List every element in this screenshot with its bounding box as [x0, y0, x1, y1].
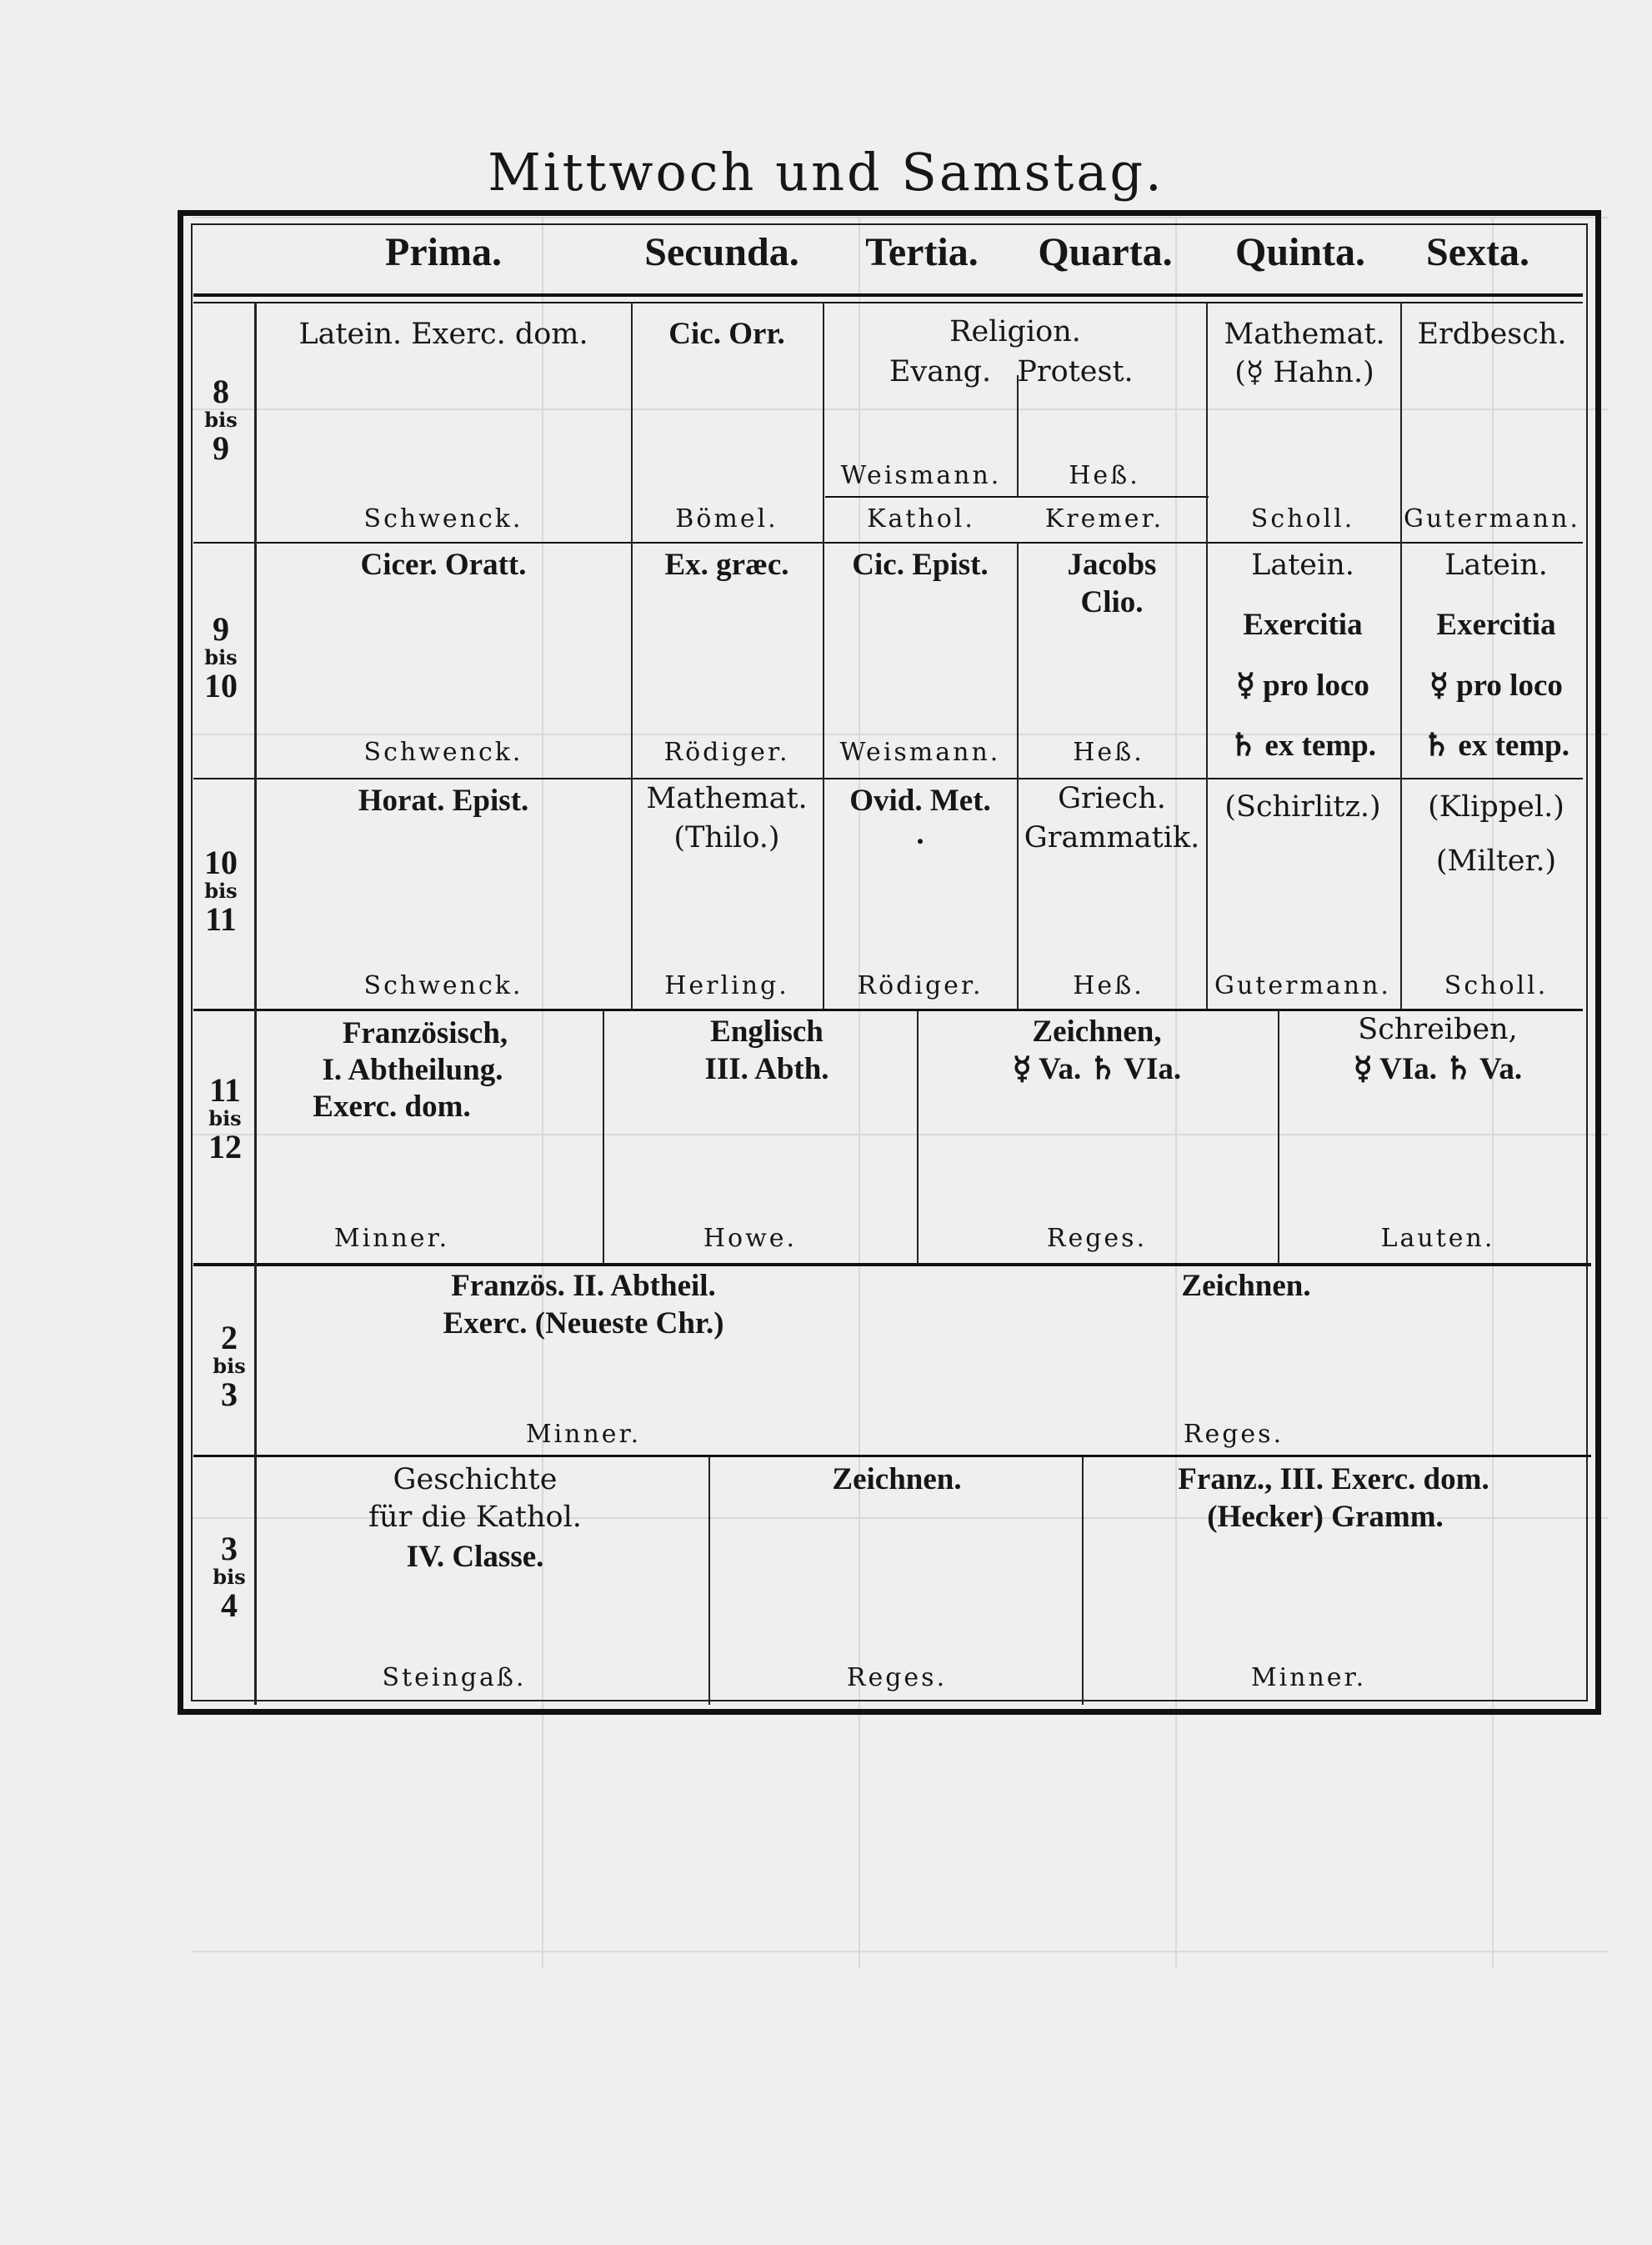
cell-teacher: Rödiger.: [857, 971, 984, 1000]
cell-subject: Latein.: [1251, 549, 1354, 582]
cell-subject: .: [916, 817, 924, 851]
column-rule: [631, 302, 633, 1009]
cell-subject: Mathemat.: [646, 782, 808, 815]
cell-subject: Englisch: [710, 1015, 823, 1049]
cell-subject: ☿ VIa. ♄ Va.: [1353, 1052, 1523, 1086]
cell-subject: ♄ ex temp.: [1229, 729, 1376, 763]
row-rule: [193, 542, 1583, 544]
column-rule: [1082, 1457, 1084, 1705]
cell-teacher: Minner.: [525, 1420, 642, 1449]
column-rule: [603, 1011, 604, 1263]
cell-teacher: Heß.: [1073, 738, 1144, 767]
cell-subject: (Hecker) Gramm.: [1207, 1500, 1444, 1534]
header-quarta: Quarta.: [1038, 230, 1173, 274]
cell-subject: Griech.: [1058, 782, 1166, 815]
cell-subject: ☿ Va. ♄ VIa.: [1012, 1052, 1182, 1086]
cell-teacher: Bömel.: [675, 504, 778, 534]
time-slot-5: 2 bis 3: [213, 1319, 246, 1413]
cell-subject: Latein. Exerc. dom.: [298, 318, 588, 351]
cell-subject: Schreiben,: [1358, 1013, 1518, 1046]
column-rule: [1400, 302, 1402, 1009]
cell-teacher: Kathol.: [867, 504, 975, 534]
cell-subject: Evang.: [889, 355, 992, 388]
cell-subject: ♄ ex temp.: [1423, 729, 1569, 763]
time-slot-1: 8 bis 9: [204, 373, 238, 467]
cell-teacher: Herling.: [664, 971, 789, 1000]
cell-teacher: Reges.: [846, 1663, 948, 1692]
header-tertia: Tertia.: [865, 230, 979, 274]
time-slot-4: 11 bis 12: [208, 1071, 242, 1165]
cell-subject: (Klippel.): [1428, 790, 1564, 824]
header-sexta: Sexta.: [1426, 230, 1529, 274]
cell-subject: Exercitia: [1436, 608, 1556, 642]
cell-subject: Religion.: [949, 315, 1081, 348]
cell-subject: IV. Classe.: [406, 1540, 544, 1574]
row-rule: [193, 302, 1583, 303]
cell-teacher: Schwenck.: [363, 504, 523, 534]
column-rule: [708, 1457, 710, 1705]
column-rule: [1017, 375, 1019, 497]
cell-teacher: Minner.: [333, 1224, 450, 1253]
column-rule: [823, 302, 824, 1009]
cell-teacher: Weismann.: [840, 461, 1002, 490]
cell-subject: Zeichnen.: [1181, 1269, 1311, 1303]
cell-subject: Horat. Epist.: [358, 784, 529, 818]
header-secunda: Secunda.: [644, 230, 799, 274]
cell-subject: Zeichnen.: [832, 1462, 962, 1496]
time-slot-3: 10 bis 11: [204, 844, 238, 938]
cell-subject: Cicer. Oratt.: [360, 548, 527, 582]
cell-subject: Mathemat.: [1224, 318, 1385, 351]
header-prima: Prima.: [385, 230, 502, 274]
cell-teacher: Reges.: [1046, 1224, 1148, 1253]
cell-teacher: Minner.: [1250, 1663, 1367, 1692]
cell-subject: ☿ pro loco: [1236, 669, 1369, 703]
cell-subject: Cic. Epist.: [852, 548, 989, 582]
page-title: Mittwoch und Samstag.: [488, 142, 1164, 203]
row-rule: [193, 1455, 1591, 1457]
cell-subject: Erdbesch.: [1417, 318, 1567, 351]
cell-subject: Grammatik.: [1024, 821, 1200, 854]
cell-subject: (☿ Hahn.): [1234, 356, 1374, 389]
time-slot-6: 3 bis 4: [213, 1530, 246, 1624]
cell-subject: I. Abtheilung.: [322, 1053, 503, 1087]
cell-subject: (Milter.): [1435, 844, 1557, 878]
cell-subject: Clio.: [1080, 585, 1144, 619]
cell-subject: für die Kathol.: [368, 1501, 582, 1534]
header-rule: [193, 293, 1583, 297]
cell-subject: Exercitia: [1243, 608, 1363, 642]
header-quinta: Quinta.: [1234, 230, 1366, 274]
cell-subject: III. Abth.: [704, 1052, 829, 1086]
column-rule: [917, 1011, 919, 1263]
cell-subject: ☿ pro loco: [1429, 669, 1563, 703]
column-rule: [1206, 302, 1208, 1009]
cell-teacher: Steingaß.: [382, 1663, 527, 1692]
cell-subject: Protest.: [1017, 355, 1134, 388]
cell-subject: Geschichte: [393, 1463, 558, 1496]
cell-subject: Zeichnen,: [1032, 1015, 1162, 1049]
cell-teacher: Schwenck.: [363, 971, 523, 1000]
cell-teacher: Heß.: [1073, 971, 1144, 1000]
cell-teacher: Rödiger.: [663, 738, 790, 767]
cell-subject: Cic. Orr.: [668, 317, 785, 351]
cell-subject: Exerc. (Neueste Chr.): [443, 1306, 724, 1340]
cell-subject: Französisch,: [342, 1016, 508, 1050]
cell-teacher: Reges.: [1183, 1420, 1284, 1449]
cell-teacher: Gutermann.: [1214, 971, 1391, 1000]
cell-subject: Ovid. Met.: [849, 784, 991, 818]
cell-teacher: Gutermann.: [1404, 504, 1580, 534]
cell-subject: Jacobs: [1067, 548, 1157, 582]
cell-subject: (Thilo.): [673, 821, 780, 854]
cell-subject: Exerc. dom.: [313, 1090, 471, 1124]
cell-subject: (Schirlitz.): [1224, 790, 1381, 824]
cell-teacher: Scholl.: [1444, 971, 1549, 1000]
time-column-rule: [254, 302, 257, 1705]
row-rule: [193, 1263, 1591, 1266]
cell-subject: Ex. græc.: [664, 548, 789, 582]
cell-subject: Französ. II. Abtheil.: [451, 1269, 716, 1303]
cell-subject: Latein.: [1444, 549, 1548, 582]
time-slot-2: 9 bis 10: [204, 610, 238, 704]
cell-teacher: Scholl.: [1250, 504, 1355, 534]
cell-teacher: Heß.: [1069, 461, 1140, 490]
row-rule: [193, 778, 1583, 779]
cell-teacher: Schwenck.: [363, 738, 523, 767]
column-rule: [1017, 544, 1019, 1009]
cell-teacher: Weismann.: [839, 738, 1001, 767]
column-rule: [1278, 1011, 1279, 1263]
cell-subject: Franz., III. Exerc. dom.: [1178, 1462, 1489, 1496]
cell-teacher: Kremer.: [1044, 504, 1164, 534]
cell-teacher: Howe.: [703, 1224, 798, 1253]
cell-teacher: Lauten.: [1380, 1224, 1495, 1253]
